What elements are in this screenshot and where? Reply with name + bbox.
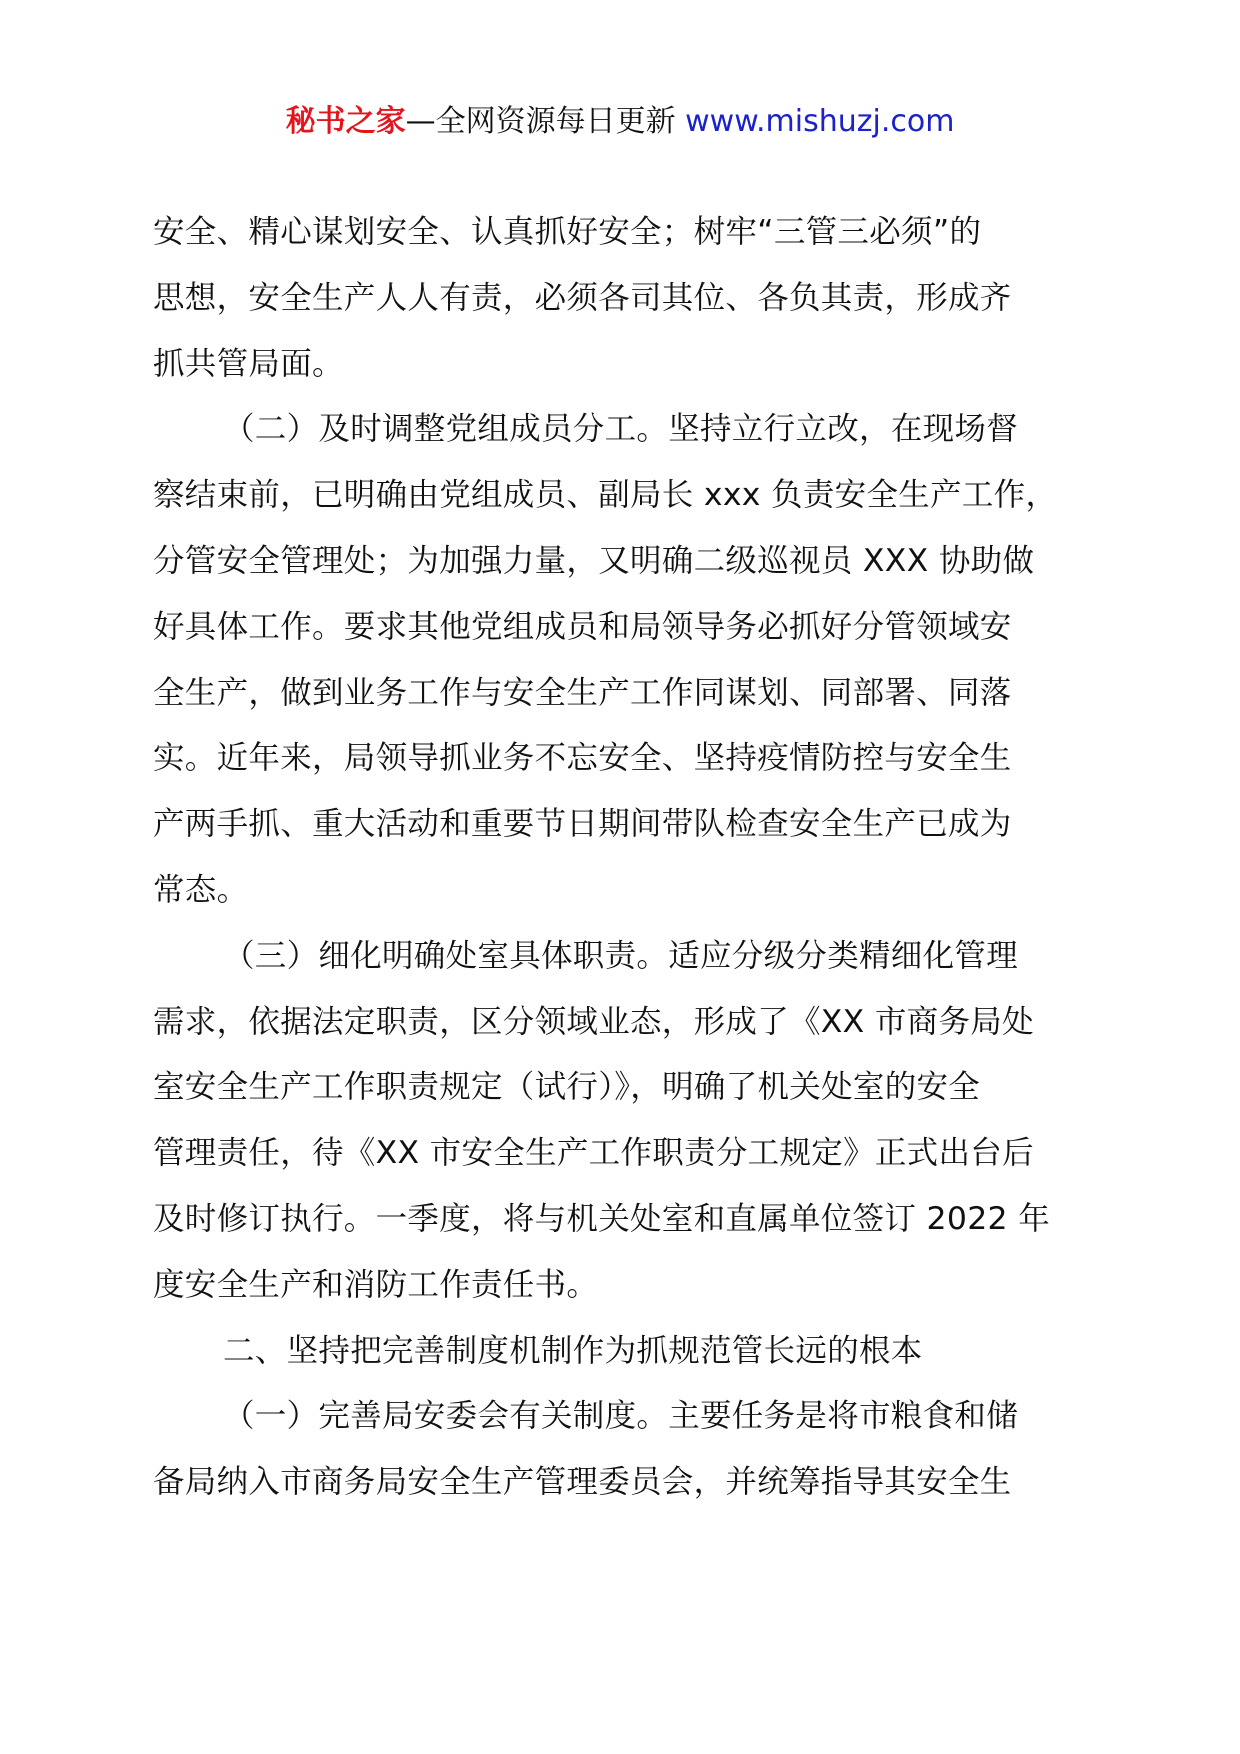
text-line: 管理责任，待《XX 市安全生产工作职责分工规定》正式出台后 bbox=[153, 1135, 1034, 1172]
text-line: 思想，安全生产人人有责，必须各司其位、各负其责，形成齐 bbox=[153, 279, 1012, 316]
text-line: 度安全生产和消防工作责任书。 bbox=[153, 1266, 599, 1303]
document-body bbox=[153, 200, 1098, 1516]
text-line: 实。近年来，局领导抓业务不忘安全、坚持疫情防控与安全生 bbox=[153, 740, 1012, 777]
text-line: 察结束前，已明确由党组成员、副局长 xxx 负责安全生产工作， bbox=[153, 477, 1058, 514]
text-line: 室安全生产工作职责规定（试行）》，明确了机关处室的安全 bbox=[153, 1069, 981, 1106]
text-line: 好具体工作。要求其他党组成员和局领导务必抓好分管领域安 bbox=[153, 608, 1012, 645]
text-line: （三）细化明确处室具体职责。适应分级分类精细化管理 bbox=[223, 937, 1019, 974]
page-header bbox=[0, 100, 1240, 144]
header-brand: 秘书之家 bbox=[285, 104, 406, 139]
header-url-link[interactable]: www.mishuzj.com bbox=[685, 104, 955, 139]
text-line: 安全、精心谋划安全、认真抓好安全；树牢“三管三必须”的 bbox=[153, 214, 982, 250]
text-line: 二、坚持把完善制度机制作为抓规范管长远的根本 bbox=[223, 1332, 923, 1369]
text-line: （二）及时调整党组成员分工。坚持立行立改，在现场督 bbox=[223, 411, 1019, 448]
text-line: 常态。 bbox=[153, 871, 249, 908]
text-line: 产两手抓、重大活动和重要节日期间带队检查安全生产已成为 bbox=[153, 806, 1012, 843]
text-line: 及时修订执行。一季度，将与机关处室和直属单位签订 2022 年 bbox=[153, 1200, 1050, 1237]
text-line: 需求，依据法定职责，区分领域业态，形成了《XX 市商务局处 bbox=[153, 1003, 1034, 1040]
header-tagline: —全网资源每日更新 bbox=[405, 104, 686, 139]
text-line: 全生产，做到业务工作与安全生产工作同谋划、同部署、同落 bbox=[153, 674, 1012, 711]
text-line: 抓共管局面。 bbox=[153, 345, 344, 382]
text-line: （一）完善局安委会有关制度。主要任务是将市粮食和储 bbox=[223, 1398, 1019, 1435]
text-line: 分管安全管理处；为加强力量，又明确二级巡视员 XXX 协助做 bbox=[153, 542, 1035, 579]
text-line: 备局纳入市商务局安全生产管理委员会，并统筹指导其安全生 bbox=[153, 1464, 1012, 1501]
